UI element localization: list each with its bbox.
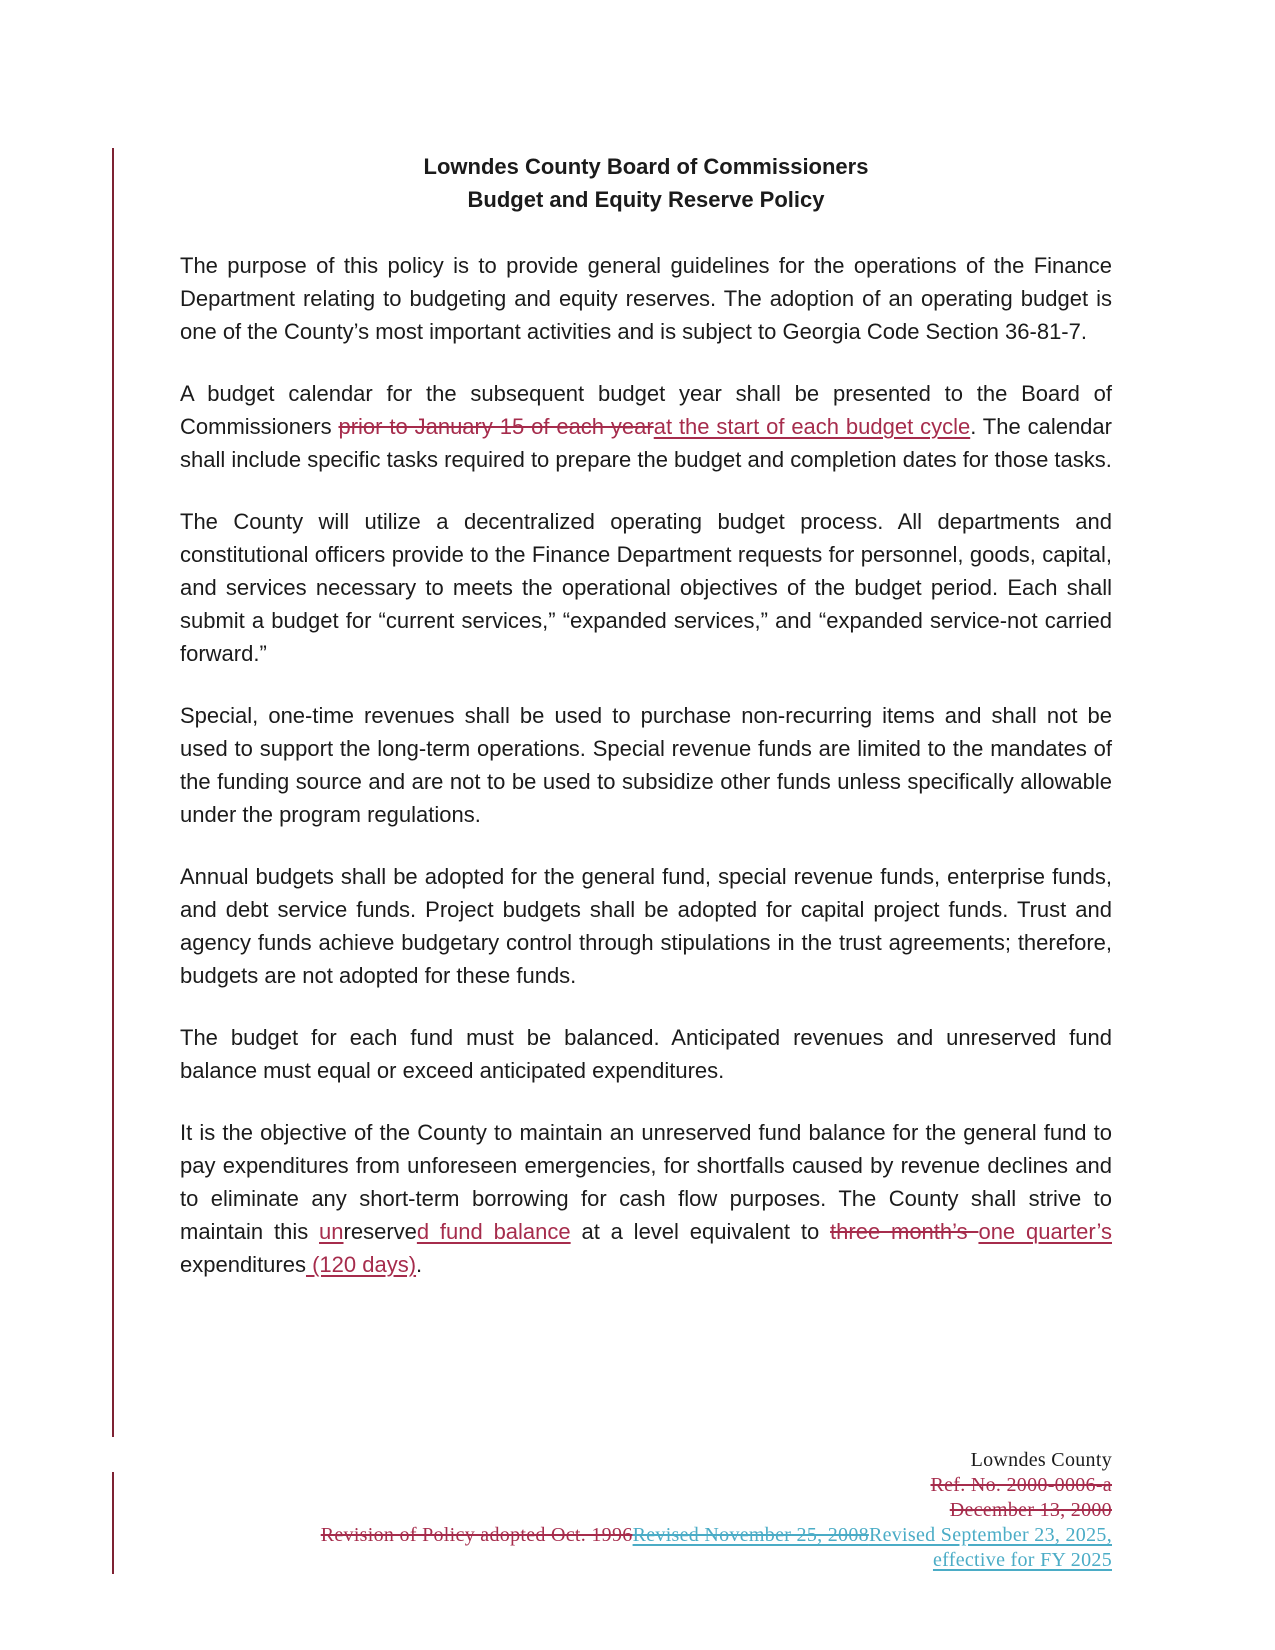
paragraph bbox=[180, 860, 1112, 992]
inserted-text-run: one quarter’s bbox=[978, 1219, 1112, 1244]
footer-line bbox=[180, 1548, 1112, 1573]
text-run: . bbox=[416, 1252, 423, 1277]
paragraph bbox=[180, 1116, 1112, 1281]
deleted-text-run: Ref. No. 2000-0006-a bbox=[930, 1474, 1112, 1496]
text-run: reserve bbox=[343, 1219, 417, 1244]
text-run: Special, one-time revenues shall be used to purchase non-recurring items and shall not be used to support the long-term operations. Special revenue funds are limited to the mandates of the funding source and are not to be used to subsidize other funds unless specifically allowable under the program regulations. bbox=[180, 703, 1112, 827]
inserted-text-run: (120 days) bbox=[305, 1252, 417, 1277]
deleted-text-run: three month’s bbox=[830, 1219, 979, 1244]
tracked-change-bar-footer bbox=[112, 1472, 114, 1574]
text-run: The purpose of this policy is to provide general guidelines for the operations of the Finance Department relating to budgeting and equity reserves. The adoption of an operating budget is one of the County’s most important activities and is subject to Georgia Code Section 36-81-7. bbox=[180, 253, 1112, 344]
inserted-text-run: at the start of each budget cycle bbox=[653, 414, 971, 439]
footer-line bbox=[180, 1523, 1112, 1548]
paragraphs-container bbox=[180, 249, 1112, 1281]
paragraph bbox=[180, 505, 1112, 670]
deleted-text-run: December 13, 2000 bbox=[949, 1499, 1112, 1521]
inserted-deleted-text-run: Revised November 25, 2008 bbox=[632, 1524, 869, 1546]
document-footer bbox=[180, 1448, 1112, 1573]
text-run: Annual budgets shall be adopted for the general fund, special revenue funds, enterprise funds, and debt service funds. Project budgets shall be adopted for capital project funds. Trust and agency funds achieve budgetary control through stipulations in the trust agreements; therefore, budgets are not adopted for these funds. bbox=[180, 864, 1112, 988]
text-run: A budget calendar for the subsequent budget year shall be presented to the Board of Commissioners bbox=[180, 381, 1112, 439]
inserted-text-run: Revised September 23, 2025, bbox=[868, 1524, 1112, 1546]
text-run: expenditures bbox=[180, 1252, 306, 1277]
deleted-text-run: prior to January 15 of each year bbox=[338, 414, 654, 439]
text-run: . The calendar shall include specific tasks required to prepare the budget and completion dates for those tasks. bbox=[180, 414, 1112, 472]
paragraph bbox=[180, 1021, 1112, 1087]
text-run: The County will utilize a decentralized operating budget process. All departments and constitutional officers provide to the Finance Department requests for personnel, goods, capital, and services necessary to meets the operational objectives of the budget period. Each shall submit a budget for “current services,” “expanded services,” and “expanded service-not carried forward.” bbox=[180, 509, 1112, 666]
footer-line bbox=[180, 1448, 1112, 1473]
title-line-1: Lowndes County Board of Commissioners bbox=[423, 154, 869, 179]
text-run: The budget for each fund must be balanced. Anticipated revenues and unreserved fund balance must equal or exceed anticipated expenditures. bbox=[180, 1025, 1112, 1083]
inserted-text-run: effective for FY 2025 bbox=[932, 1549, 1112, 1571]
text-run: Lowndes County bbox=[970, 1449, 1112, 1471]
tracked-change-bar-body bbox=[112, 148, 114, 1437]
text-run: It is the objective of the County to maintain an unreserved fund balance for the general fund to pay expenditures from unforeseen emergencies, for shortfalls caused by revenue declines and to eliminate any short-term borrowing for cash flow purposes. The County shall strive to maintain this bbox=[180, 1120, 1112, 1244]
deleted-text-run: Revision of Policy adopted Oct. 1996 bbox=[320, 1524, 633, 1546]
document-body bbox=[180, 150, 1112, 1310]
title-line-2: Budget and Equity Reserve Policy bbox=[467, 187, 825, 212]
inserted-text-run: un bbox=[319, 1219, 344, 1244]
paragraph bbox=[180, 699, 1112, 831]
paragraph bbox=[180, 249, 1112, 348]
inserted-text-run: d fund balance bbox=[416, 1219, 571, 1244]
document-title bbox=[180, 150, 1112, 216]
footer-line bbox=[180, 1473, 1112, 1498]
footer-line bbox=[180, 1498, 1112, 1523]
paragraph bbox=[180, 377, 1112, 476]
text-run: at a level equivalent to bbox=[570, 1219, 831, 1244]
